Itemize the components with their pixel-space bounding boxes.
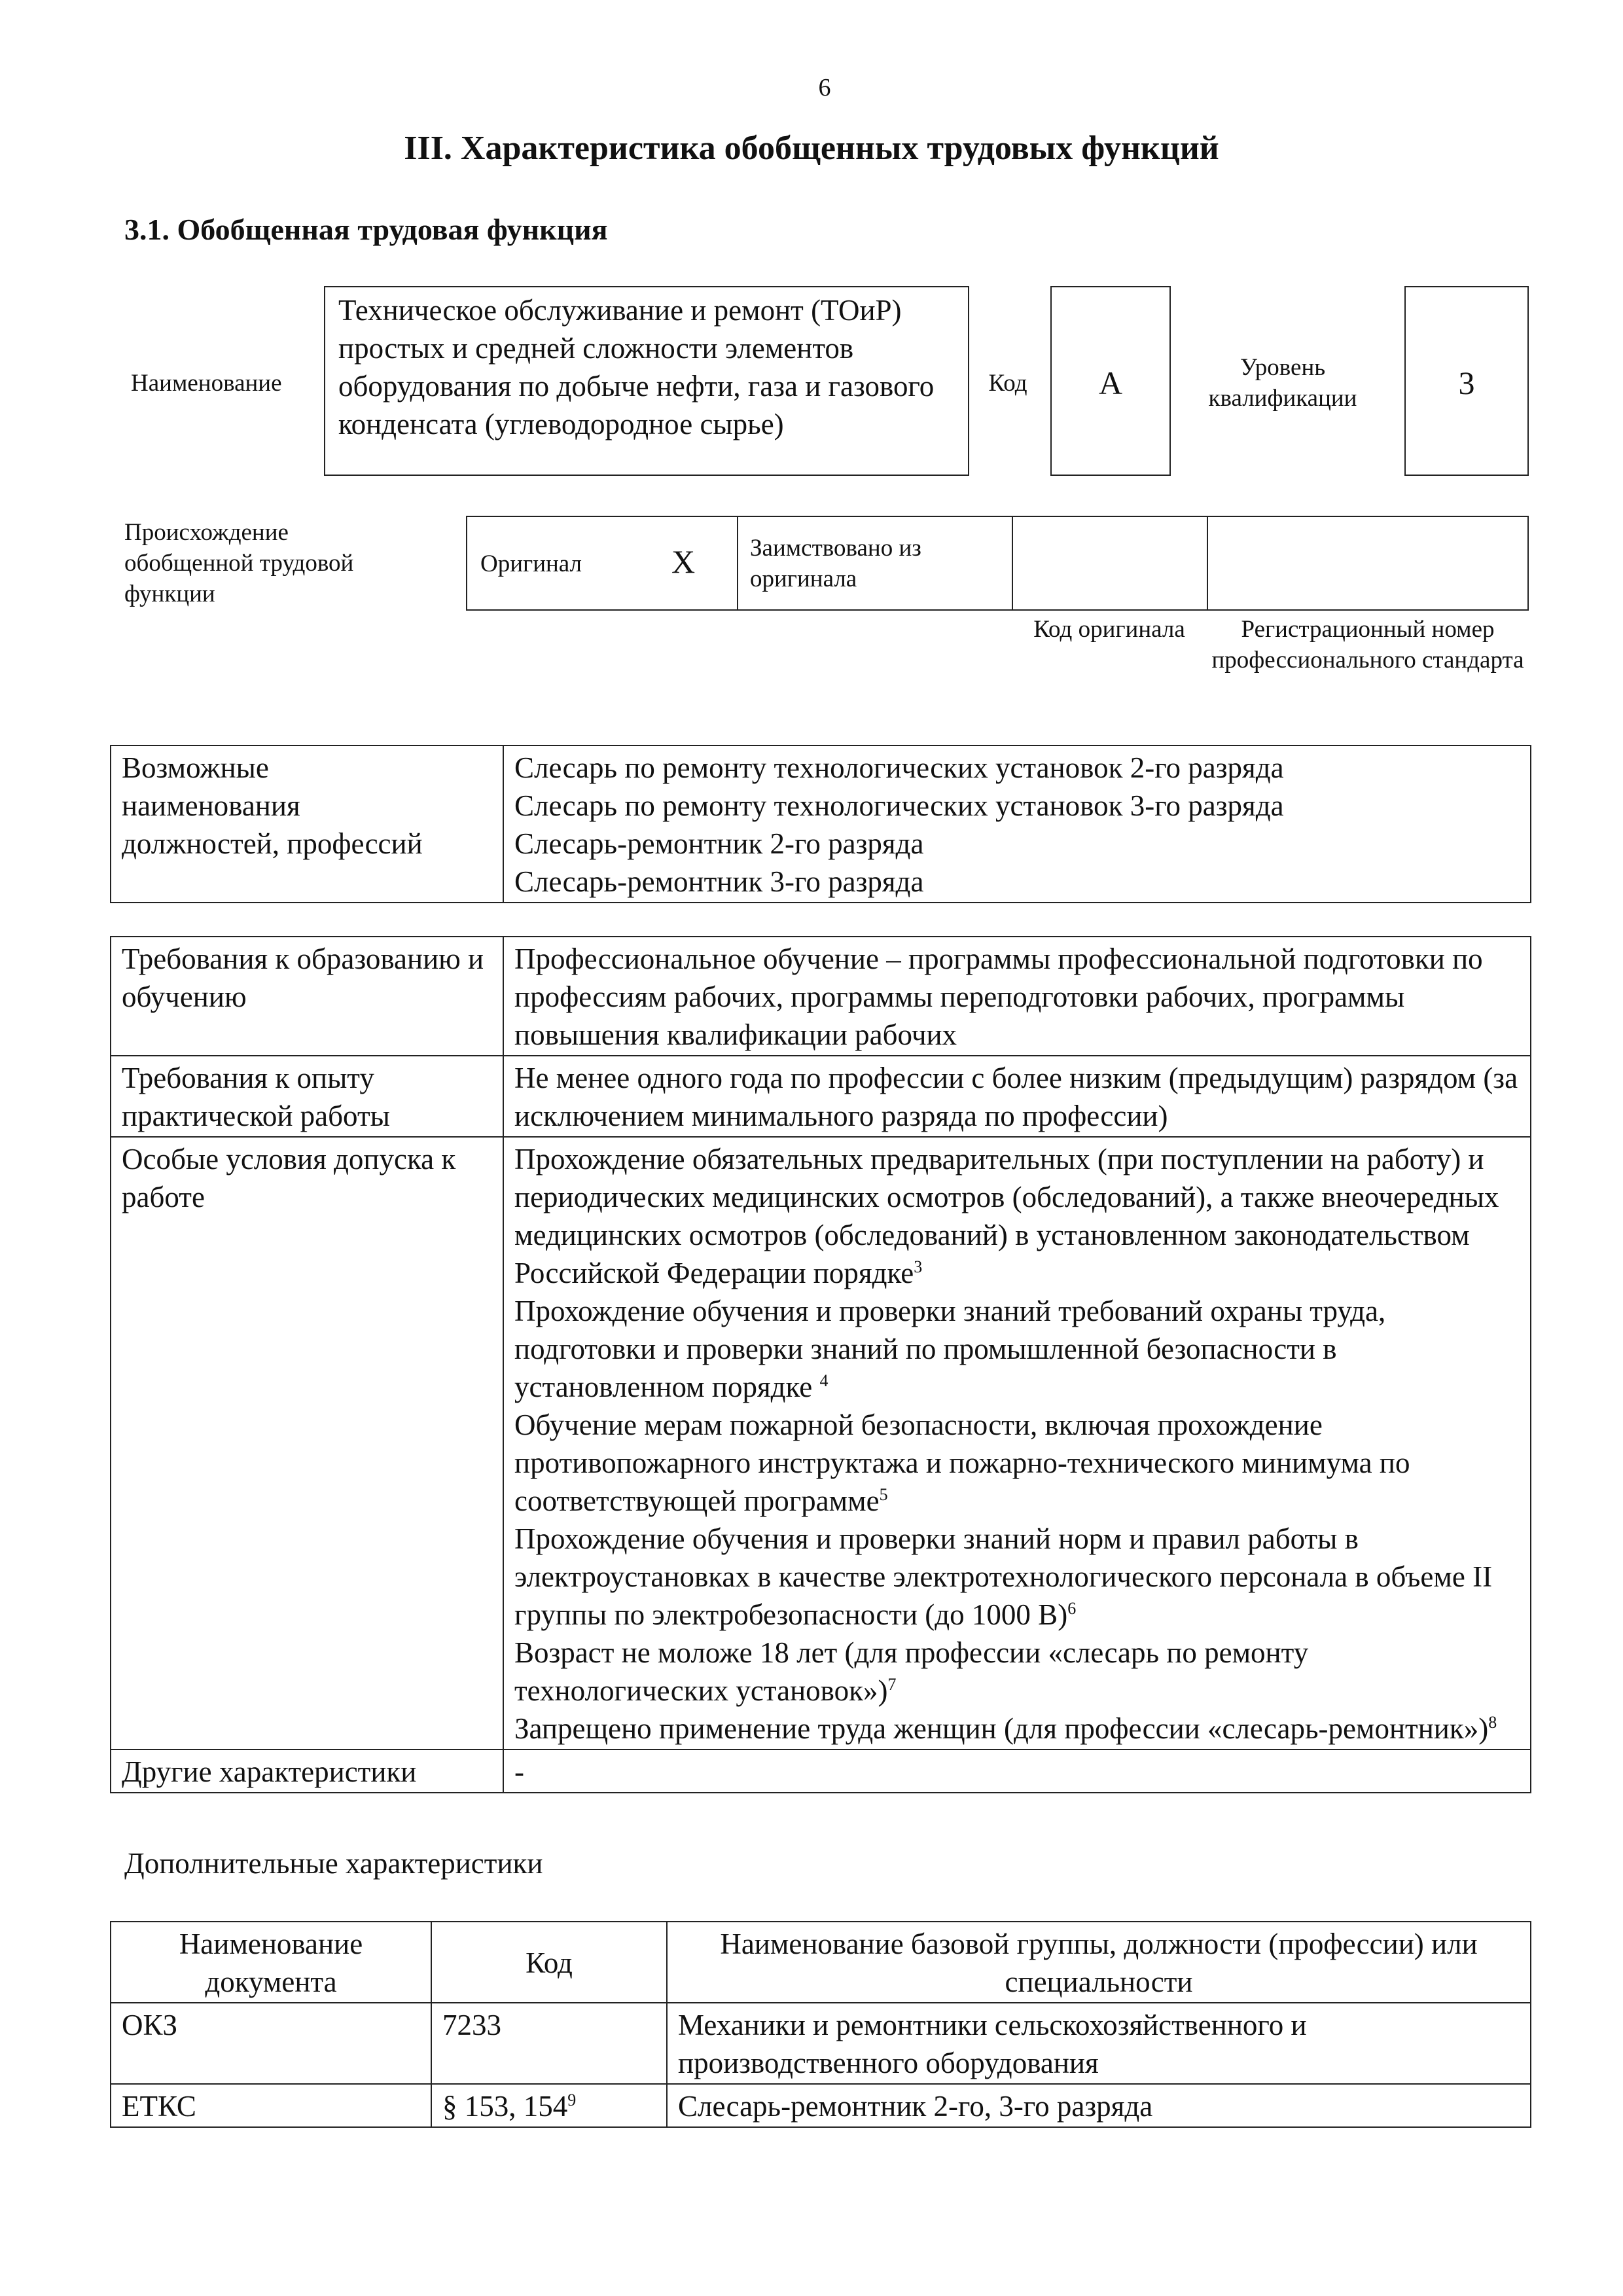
- divider: [737, 517, 738, 609]
- positions-list: [503, 745, 1531, 903]
- list-item: Прохождение обучения и проверки знаний норм и правил работы в электроустановках в качестве электротехнологического персонала в объеме II группы по электробезопасности (до 1000 В)$^6$: [514, 1522, 1493, 1631]
- additional-title: Дополнительные характеристики: [124, 1847, 543, 1880]
- footnote-ref: 3: [914, 1257, 923, 1276]
- subsection-title: 3.1. Обобщенная трудовая функция: [124, 213, 608, 246]
- table-row: [111, 1922, 1531, 2003]
- origin-code-caption: Код оригинала: [1033, 616, 1185, 643]
- header-code: Код: [431, 1922, 667, 2003]
- education-label: Требования к образованию и обучению: [111, 937, 503, 1056]
- list-item: Слесарь-ремонтник 3-го разряда: [514, 865, 924, 898]
- otf-name-label: Наименование: [131, 370, 282, 397]
- table-row: [111, 2084, 1531, 2127]
- other-label: Другие характеристики: [111, 1749, 503, 1793]
- origin-reg-caption: Регистрационный номер профессионального стандарта: [1211, 616, 1524, 673]
- header-name: Наименование базовой группы, должности (профессии) или специальности: [667, 1922, 1531, 2003]
- experience-label: Требования к опыту практической работы: [111, 1056, 503, 1137]
- table-row: [111, 937, 1531, 1056]
- list-item: Запрещено применение труда женщин (для профессии «слесарь-ремонтник»)$^8$: [514, 1712, 1497, 1745]
- header-doc: Наименование документа: [111, 1922, 431, 2003]
- list-item: Слесарь по ремонту технологических установок 2-го разряда: [514, 751, 1284, 784]
- experience-value: Не менее одного года по профессии с более низким (предыдущим) разрядом (за исключением минимального разряда по профессии): [503, 1056, 1531, 1137]
- special-list: [503, 1137, 1531, 1749]
- row-doc: ЕТКС: [111, 2084, 431, 2127]
- section-title: III. Характеристика обобщенных трудовых функций: [404, 130, 1219, 167]
- table-row: [111, 1056, 1531, 1137]
- row-code: § 153, $154^9$: [431, 2084, 667, 2127]
- footnote-ref: 5: [879, 1485, 888, 1504]
- list-item: Слесарь по ремонту технологических установок 3-го разряда: [514, 789, 1284, 822]
- positions-label: Возможные наименования должностей, профессий: [111, 745, 503, 903]
- table-row: [111, 2003, 1531, 2084]
- origin-label: Происхождение обобщенной трудовой функции: [124, 519, 354, 607]
- otf-level-box: [1404, 286, 1529, 476]
- table-row: [111, 1137, 1531, 1749]
- otf-code-value: А: [1098, 365, 1123, 401]
- other-value: -: [503, 1749, 1531, 1793]
- additional-table: [110, 1921, 1531, 2128]
- footnote-ref: 6: [1067, 1599, 1077, 1618]
- row-name: Слесарь-ремонтник 2-го, 3-го разряда: [667, 2084, 1531, 2127]
- footnote-ref: 4: [819, 1371, 829, 1390]
- table-row: [111, 1749, 1531, 1793]
- divider: [1012, 517, 1013, 609]
- special-label: Особые условия допуска к работе: [111, 1137, 503, 1749]
- otf-code-label: Код: [988, 370, 1027, 397]
- row-doc: ОКЗ: [111, 2003, 431, 2084]
- divider: [1207, 517, 1208, 609]
- footnote-ref: 8: [1488, 1713, 1497, 1732]
- row-code: 7233: [431, 2003, 667, 2084]
- list-item: Прохождение обучения и проверки знаний требований охраны труда, подготовки и проверки знаний по промышленной безопасности в установленном порядке $^4$: [514, 1295, 1386, 1403]
- otf-name-value: Техническое обслуживание и ремонт (ТОиР) простых и средней сложности элементов оборудования по добыче нефти, газа и газового конденсата (углеводородное сырье): [324, 286, 969, 476]
- origin-table: [466, 516, 1529, 611]
- otf-level-value: 3: [1458, 365, 1475, 401]
- list-item: Возраст не моложе 18 лет (для профессии «слесарь по ремонту технологических установок»)$^7$: [514, 1636, 1309, 1707]
- otf-level-label: Уровень квалификации: [1208, 354, 1357, 412]
- row-name: Механики и ремонтники сельскохозяйственного и производственного оборудования: [667, 2003, 1531, 2084]
- list-item: Слесарь-ремонтник 2-го разряда: [514, 827, 924, 860]
- requirements-table: [110, 936, 1531, 1793]
- list-item: Обучение мерам пожарной безопасности, включая прохождение противопожарного инструктажа и пожарно-технического минимума по соответствующей программе$^5$: [514, 1408, 1410, 1517]
- page-number: 6: [818, 74, 831, 101]
- education-value: Профессиональное обучение – программы профессиональной подготовки по профессиям рабочих, программы переподготовки рабочих, программы повышения квалификации рабочих: [503, 937, 1531, 1056]
- origin-original-label: Оригинал: [480, 550, 582, 577]
- footnote-ref: 7: [887, 1675, 897, 1694]
- table-row: [111, 745, 1531, 903]
- origin-borrowed-label: Заимствовано из оригинала: [750, 535, 921, 592]
- origin-original-mark: X: [671, 543, 696, 580]
- footnote-ref: 9: [567, 2090, 577, 2109]
- otf-code-box: [1050, 286, 1171, 476]
- positions-table: [110, 745, 1531, 903]
- list-item: Прохождение обязательных предварительных (при поступлении на работу) и периодических медицинских осмотров (обследований), а также внеочередных медицинских осмотров (обследований) в установленном законодательством Российской Федерации порядке$^3$: [514, 1143, 1499, 1289]
